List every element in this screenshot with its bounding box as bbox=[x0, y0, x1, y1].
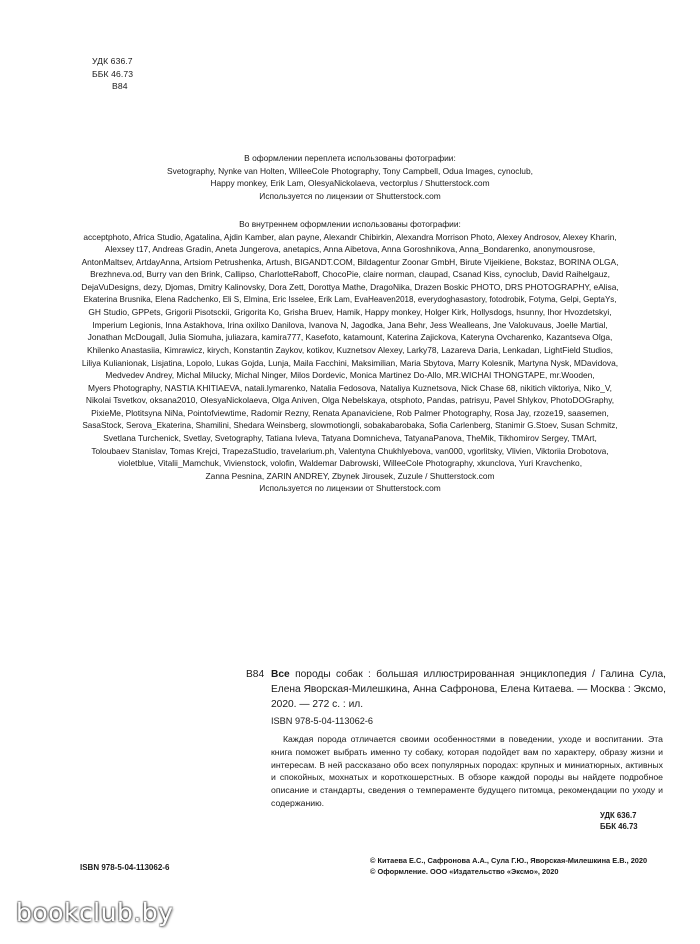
classification-codes-top bbox=[92, 55, 133, 93]
credit-line: Alexsey t17, Andreas Gradin, Aneta Jungerova, anetapics, Anna Aibetova, Anna Goroshnikova, Anna_Bondarenko, anonymousrose, bbox=[104, 244, 596, 255]
cover-photo-credits bbox=[80, 152, 620, 202]
udk-code: УДК 636.7 bbox=[92, 56, 133, 66]
credit-line: DejaVuDesigns, dezy, Djomas, Dmitry Kalinovsky, Dora Zett, Dorottya Mathe, DragoNika, Drazen Boskic PHOTO, DRS PHOTOGRAPHY, eAlisa, bbox=[81, 281, 619, 292]
copyright-block bbox=[370, 855, 647, 877]
credit-line: Imperium Legionis, Inna Astakhova, Irina oxilixo Danilova, Ivanova N, Jagodka, Jana Behr, Jess Wealleans, Jne Valokuvaus, Joelle Martial, bbox=[92, 319, 608, 330]
credit-line: Используется по лицензии от Shutterstock.com bbox=[259, 483, 441, 494]
credit-line: Svetlana Turchenick, Svetlay, Svetography, Tatiana Ivleva, Tatyana Domnicheva, TatyanaPanova, TheMik, Tikhomirov Sergey, TMArt, bbox=[103, 433, 597, 444]
classification-codes-bottom bbox=[600, 811, 638, 832]
credit-line: Jonathan McDougall, Julia Siomuha, juliazara, kamira777, Kasefoto, katamount, Katerina Zajickova, Kateryna Ovcharenko, Kazantseva Olga, bbox=[87, 332, 613, 343]
credit-line: Toloubaev Stanislav, Tomas Krejci, TrapezaStudio, travelarium.ph, Valentyna Chukhlyebova, van000, vgorlitsky, Vlivien, Viktoriia Drobotova, bbox=[91, 445, 609, 456]
credit-line: Medvedev Andrey, Michal Milucky, Michal Ninger, Milos Dordevic, Monica Martinez Do-Allo, MR.WICHAI THONGTAPE, mr.Wooden, bbox=[105, 370, 595, 381]
book-annotation: Каждая порода отличается своими особенностями в поведении, уходе и воспитании. Эта книга поможет выбрать именно ту собаку, которая подойдет вам по характеру, образу жизни и интересам. В ней рассказано обо всех популярных породах: крупных и миниатюрных, активных и спокойных, мохнатых и короткошерстных. В обзоре каждой породы вы найдете подробное описание и стандарты, сведения о темпераменте будущего питомца, рекомендации по уходу и содержанию. bbox=[271, 734, 663, 808]
credit-line: Happy monkey, Erik Lam, OlesyaNickolaeva, vectorplus / Shutterstock.com bbox=[210, 178, 490, 189]
credit-line: Nikolai Tsvetkov, oksana2010, OlesyaNickolaeva, Olga Aniven, Olga Nebelskaya, otsphoto, Pandas, patrisyu, Pavel Shlykov, PhotoDOGraphy, bbox=[85, 395, 615, 406]
bbk-code: ББК 46.73 bbox=[92, 68, 134, 79]
credit-line: PixieMe, Plotitsyna NiNa, Pointofviewtime, Radomir Rezny, Renata Apanaviciene, Rob Palmer Photography, Rosa Jay, rzoze19, saasemen, bbox=[91, 407, 609, 418]
biblio-isbn: ISBN 978-5-04-113062-6 bbox=[271, 716, 373, 726]
credit-line: acceptphoto, Africa Studio, Agatalina, Ajdin Kamber, alan payne, Alexandr Chibirkin, Alexandra Morrison Photo, Alexey Androsov, Alexey Kharin, bbox=[83, 231, 617, 242]
credit-line: AntonMaltsev, ArtdayAnna, Artsiom Petrushenka, Artush, BIGANDT.COM, Bildagentur Zoonar GmbH, Birute Vijeikiene, Bokstaz, BORINA OLGA, bbox=[81, 256, 619, 267]
credit-line: Zanna Pesnina, ZARIN ANDREY, Zbynek Jirousek, Zuzule / Shutterstock.com bbox=[205, 470, 495, 481]
biblio-author-mark: В84 bbox=[246, 669, 265, 680]
inner-photo-credits bbox=[80, 218, 620, 495]
credit-line: Brezhneva.od, Burry van den Brink, Callipso, CharlotteRaboff, ChocoPie, claire norman, claupad, Csanad Kiss, cynoclub, David Raihelgauz, bbox=[90, 269, 610, 280]
credit-line: В оформлении переплета использованы фотографии: bbox=[244, 153, 456, 163]
credit-line: Liliya Kulianionak, Lisjatina, Lopolo, Lukas Gojda, Lunja, Maila Facchini, Maksimilian, Maria Sbytova, Marry Kolesnik, Martyna Nysk, MDavidova, bbox=[81, 357, 619, 368]
bibliographic-record bbox=[246, 667, 666, 729]
copyright-design: © Оформление. ООО «Издательство «Эксмо», 2020 bbox=[370, 867, 559, 877]
credit-line: Используется по лицензии от Shutterstock.com bbox=[259, 190, 441, 201]
site-watermark: bookclub.by bbox=[16, 898, 174, 927]
credit-line: SasaStock, Serova_Ekaterina, Shamilini, Shedara Weinsberg, slowmotiongli, sobakabarobaka, Sofia Carlenberg, Stanimir G.Stoev, Susan Schmitz, bbox=[82, 420, 618, 430]
credit-line: Myers Photography, NASTIA KHITIAEVA, natali.lymarenko, Natalia Fedosova, Nataliya Kuznetsova, Nick Chase 68, nikitich viktoriya, Niko_V, bbox=[88, 382, 612, 393]
udk-code: УДК 636.7 bbox=[600, 811, 637, 820]
bbk-code: ББК 46.73 bbox=[600, 821, 638, 831]
footer-isbn: ISBN 978-5-04-113062-6 bbox=[80, 863, 170, 872]
credit-line: violetblue, Vitalii_Mamchuk, Vivienstock, volofin, Waldemar Dabrowski, WilleeCole Photography, xkunclova, Yuri Kravchenko, bbox=[117, 458, 583, 469]
credit-line: GH Studio, GPPets, Grigorii Pisotsckii, Grigorita Ko, Grisha Bruev, Hamik, Happy monkey, Holger Kirk, Hollysdogs, hsunny, Ihor Hvozdetskyi, bbox=[88, 307, 612, 318]
author-mark-code: В84 bbox=[112, 81, 128, 92]
copyright-authors: © Китаева Е.С., Сафронова А.А., Сула Г.Ю., Яворская-Милешкина Е.В., 2020 bbox=[370, 856, 648, 865]
credit-line: Khilenko Anastasiia, Kimrawicz, kirych, Konstantin Zaykov, kotikov, Kuznetsov Alexey, Larky78, Lazareva Daria, Lenkadan, LightField Studios, bbox=[86, 344, 614, 355]
biblio-description bbox=[271, 667, 666, 712]
biblio-title-word: Все bbox=[271, 669, 290, 680]
credit-line: Svetography, Nynke van Holten, WilleeCole Photography, Tony Campbell, Odua Images, cynoclub, bbox=[167, 165, 533, 176]
credit-line: Во внутреннем оформлении использованы фотографии: bbox=[239, 219, 461, 229]
biblio-description-text: породы собак : большая иллюстрированная энциклопедия / Галина Сула, Елена Яворская-Милешкина, Анна Сафронова, Елена Китаева. — Москва : Эксмо, 2020. — 272 с. : ил. bbox=[271, 669, 666, 710]
credit-line: Ekaterina Brusnika, Elena Radchenko, Eli S, Elmina, Eric Isselee, Erik Lam, EvaHeaven2018, everydoghasastory, fotodrobik, Fotyma, Gelpi, GeptaYs, bbox=[83, 294, 617, 304]
